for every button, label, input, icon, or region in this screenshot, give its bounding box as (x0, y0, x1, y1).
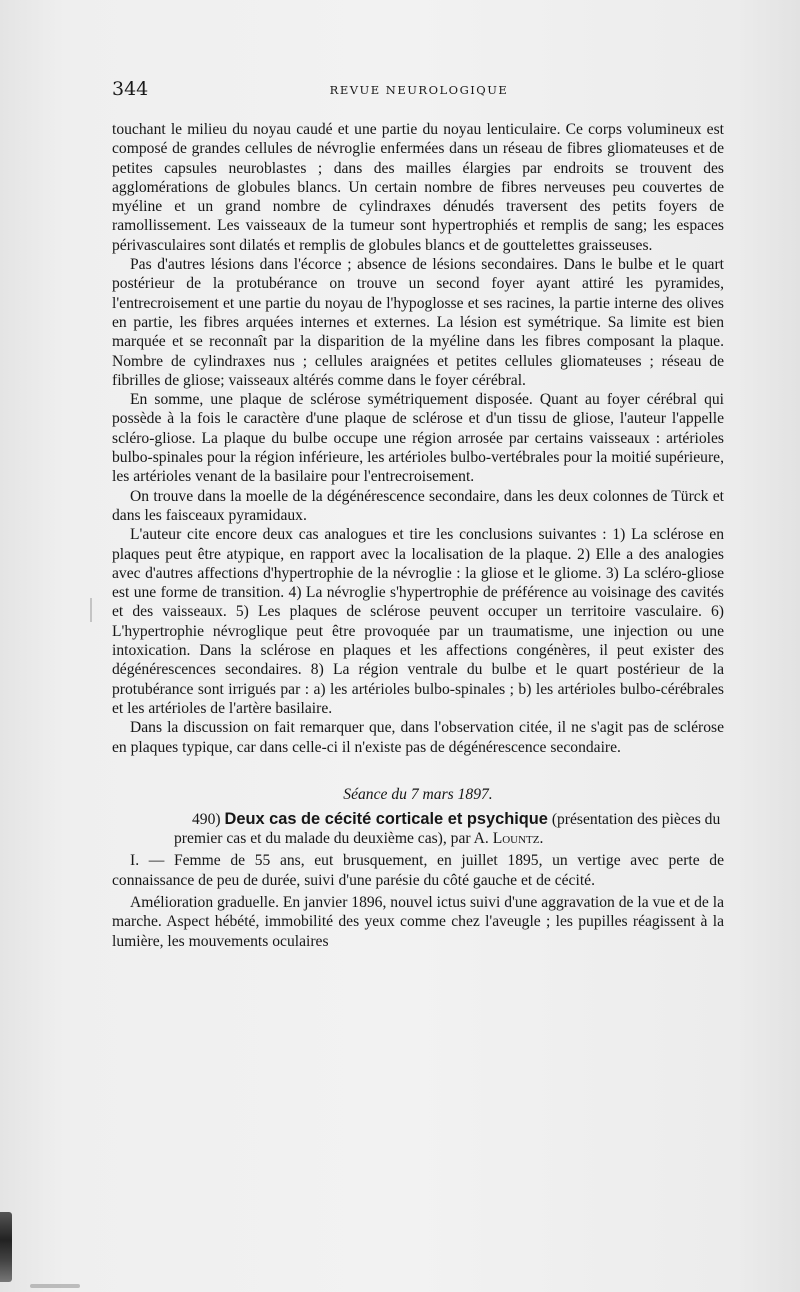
paragraph: touchant le milieu du noyau caudé et une partie du noyau lenticulaire. Ce corps volumineux est composé de grandes cellules de névroglie enfermées dans un réseau de fibres gliomateuses et de petites capsules neuroblastes ; dans des mailles élargies par endroits se trouvent des agglomérations de globules blancs. Un certain nombre de fibres nerveuses peu couvertes de myéline et un grand nombre de cylindraxes dénudés traversent des petits foyers de ramollissement. Les vaisseaux de la tumeur sont hypertrophiés et remplis de sang; les espaces périvasculaires sont dilatés et remplis de globules blancs et de gouttelettes graisseuses. (112, 121, 724, 254)
scan-stain (30, 1284, 80, 1288)
entry-number: 490) (192, 810, 221, 828)
paragraph: L'auteur cite encore deux cas analogues et tire les conclusions suivantes : 1) La sclérose en plaques peut être atypique, en rapport avec la localisation de la plaque. 2) Elle a des analogies avec d'autres affections d'hypertrophie de la névroglie : la gliose et le gliome. 3) La scléro-gliose est une forme de transition. 4) La névroglie s'hypertrophie de préférence au voisinage des cavités et des vaisseaux. 5) Les plaques de sclérose peuvent occuper un territoire vasculaire. 6) L'hypertrophie névroglique peut être provoquée par un traumatisme, une injection ou une intoxication. Dans la sclérose en plaques et les affections congénères, il peut exister des dégénérescences secondaires. 8) La région ventrale du bulbe et le quart postérieur de la protubérance sont irrigués par : a) les artérioles bulbo-spinales ; b) les artérioles bulbo-cérébrales et les artérioles de l'artère basilaire. (112, 526, 724, 717)
paragraph: En somme, une plaque de sclérose symétriquement disposée. Quant au foyer cérébral qui possède à la fois le caractère d'une plaque de sclérose et d'un tissu de gliose, l'auteur l'appelle scléro-gliose. La plaque du bulbe occupe une région arrosée par certains vaisseaux : artérioles bulbo-spinales pour la région inférieure, les artérioles bulbo-vertébrales pour la moitié supérieure, les artérioles venant de la basilaire pour l'entrecroisement. (112, 391, 724, 486)
paragraph: Dans la discussion on fait remarquer que, dans l'observation citée, il ne s'agit pas de sclérose en plaques typique, car dans celle-ci il n'existe pas de dégénérescence secondaire. (112, 719, 724, 756)
margin-mark (90, 598, 92, 622)
paragraph: Pas d'autres lésions dans l'écorce ; absence de lésions secondaires. Dans le bulbe et le quart postérieur de la protubérance on trouve un second foyer ayant attiré les pyramides, l'entrecroisement et une partie du noyau de l'hypoglosse et ses racines, la partie interne des olives en partie, les fibres arquées internes et externes. La lésion est symétrique. Sa limite est bien marquée et se reconnaît par la disparition de la myéline dans les fibres composant la plaque. Nombre de cylindraxes nus ; cellules araignées et petites cellules gliomateuses ; réseau de fibrilles de gliose; vaisseaux altérés comme dans le foyer cérébral. (112, 256, 724, 389)
running-head: REVUE NEUROLOGIQUE (329, 83, 509, 97)
entry-subtitle: (présentation des pièces du premier cas et du malade du deuxième cas), par A. (174, 810, 721, 848)
entry-author: Lountz. (492, 830, 544, 848)
paragraph: On trouve dans la moelle de la dégénérescence secondaire, dans les deux colonnes de Türck et dans les faisceaux pyramidaux. (112, 487, 724, 524)
page-header (112, 78, 726, 102)
entry-heading (112, 810, 724, 849)
article-body (112, 120, 724, 951)
paragraph: Amélioration graduelle. En janvier 1896, nouvel ictus suivi d'une aggravation de la vue et de la marche. Aspect hébété, immobilité des yeux comme chez l'aveugle ; les pupilles réagissent à la lumière, les mouvements oculaires (112, 893, 724, 950)
paragraph: I. — Femme de 55 ans, eut brusquement, en juillet 1895, un vertige avec perte de connaissance de peu de durée, suivi d'une parésie du côté gauche et de cécité. (112, 852, 724, 889)
page-number: 344 (112, 78, 149, 100)
entry-title: Deux cas de cécité corticale et psychique (224, 809, 548, 828)
session-heading: Séance du 7 mars 1897. (343, 785, 493, 803)
scan-stain (0, 1212, 12, 1282)
